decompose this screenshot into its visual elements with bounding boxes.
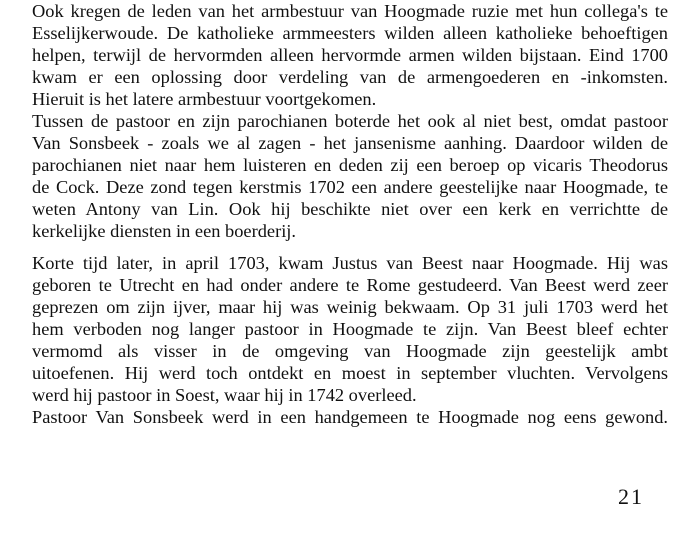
text-line: hem verboden nog langer pastoor in Hoogmade te zijn. Van Beest bleef echter xyxy=(32,319,668,339)
text-line: de Cock. Deze zond tegen kerstmis 1702 een andere geestelijke naar Hoogmade, te xyxy=(32,177,668,197)
text-line: werd hij pastoor in Soest, waar hij in 1742 overleed. xyxy=(32,385,417,405)
page-number: 21 xyxy=(618,484,644,509)
text-line: Tussen de pastoor en zijn parochianen boterde het ook al niet best, omdat pastoor xyxy=(32,111,668,131)
text-line: Esselijkerwoude. De katholieke armmeesters wilden alleen katholieke behoeftigen xyxy=(32,23,668,43)
text-line: Ook kregen de leden van het armbestuur van Hoogmade ruzie met hun collega's te xyxy=(32,1,668,21)
text-line: Van Sonsbeek - zoals we al zagen - het jansenisme aanhing. Daardoor wilden de xyxy=(32,133,668,153)
text-line: Pastoor Van Sonsbeek werd in een handgemeen te Hoogmade nog eens gewond. xyxy=(32,407,668,427)
text-line: weten Antony van Lin. Ook hij beschikte niet over een kerk en verrichtte de xyxy=(32,199,668,219)
text-line: uitoefenen. Hij werd toch ontdekt en moest in september vluchten. Vervolgens xyxy=(32,363,668,383)
text-line: Hieruit is het latere armbestuur voortgekomen. xyxy=(32,89,377,109)
text-line: kwam er een oplossing door verdeling van de armengoederen en -inkomsten. xyxy=(32,67,668,87)
text-line: vermomd als visser in de omgeving van Hoogmade zijn geestelijk ambt xyxy=(32,341,668,361)
text-line: Korte tijd later, in april 1703, kwam Justus van Beest naar Hoogmade. Hij was xyxy=(32,253,668,273)
text-line: geprezen om zijn ijver, maar hij was weinig bekwaam. Op 31 juli 1703 werd het xyxy=(32,297,668,317)
text-line: helpen, terwijl de hervormden alleen hervormde armen wilden bijstaan. Eind 1700 xyxy=(32,45,668,65)
text-line: parochianen niet naar hem luisteren en deden zij een beroep op vicaris Theodorus xyxy=(32,155,668,175)
text-line: geboren te Utrecht en had onder andere te Rome gestudeerd. Van Beest werd zeer xyxy=(32,275,668,295)
text-line: kerkelijke diensten in een boerderij. xyxy=(32,221,297,241)
